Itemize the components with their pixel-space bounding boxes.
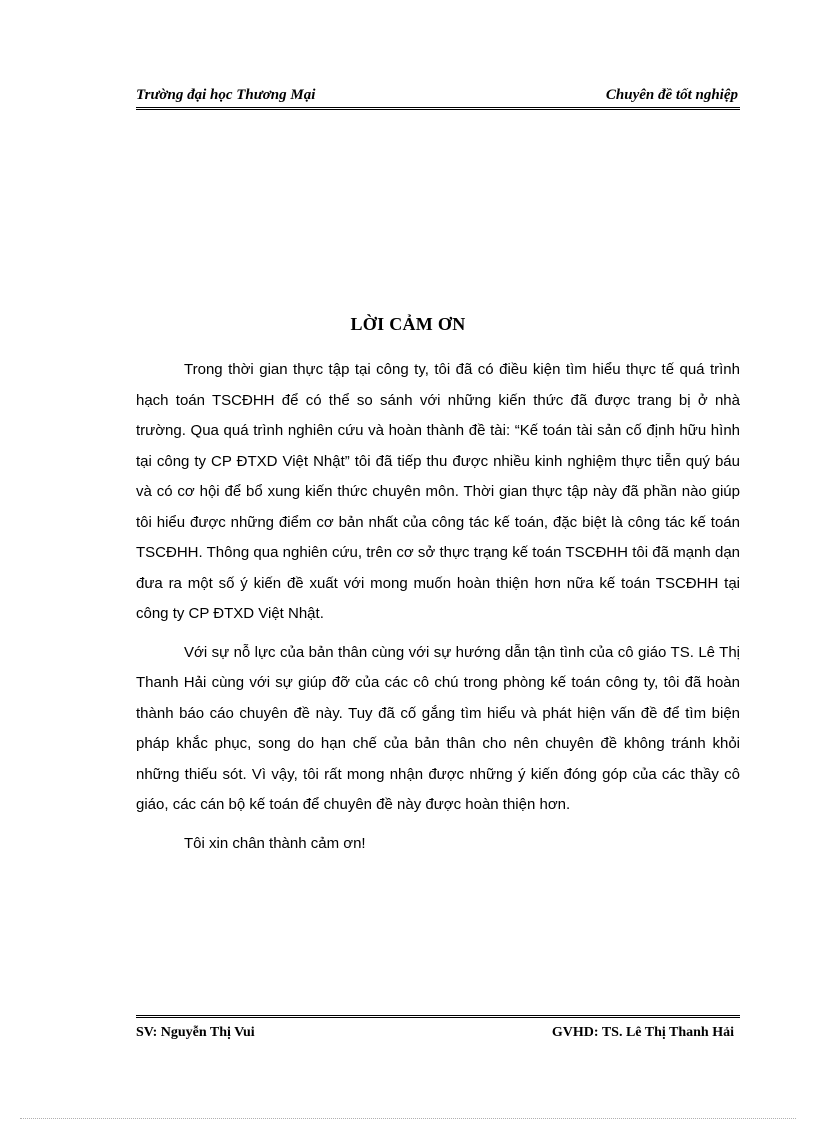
footer-supervisor: GVHD: TS. Lê Thị Thanh Hải xyxy=(551,1025,734,1040)
paragraph-1: Trong thời gian thực tập tại công ty, tôi đã có điều kiện tìm hiểu thực tế quá trình hạch toán TSCĐHH để có thể so sánh với những kiến thức đã được trang bị ở nhà trường. Qua quá trình nghiên cứu và hoàn thành đề tài: “Kế toán tài sản cố định hữu hình tại công ty CP ĐTXD Việt Nhật” tôi đã tiếp thu được nhiều kinh nghiệm thực tiễn quý báu và có cơ hội để bổ xung kiến thức chuyên môn. Thời gian thực tập này đã phần nào giúp tôi hiểu được những điểm cơ bản nhất của công tác kế toán, đặc biệt là công tác kế toán TSCĐHH. Thông qua nghiên cứu, trên cơ sở thực trạng kế toán TSCĐHH tôi đã mạnh dạn đưa ra một số ý kiến đề xuất với mong muốn hoàn thiện hơn nữa kế toán TSCĐHH tại công ty CP ĐTXD Việt Nhật. xyxy=(136,361,740,622)
document-body xyxy=(136,355,740,867)
page-title: LỜI CẢM ƠN xyxy=(350,314,466,334)
page-header xyxy=(136,85,740,110)
paragraph-3: Tôi xin chân thành cảm ơn! xyxy=(184,834,366,852)
header-report-type: Chuyên đề tốt nghiệp xyxy=(605,87,738,103)
footer-student: SV: Nguyễn Thị Vui xyxy=(136,1025,255,1040)
page-footer xyxy=(136,1015,740,1044)
paragraph-2: Với sự nỗ lực của bản thân cùng với sự hướng dẫn tận tình của cô giáo TS. Lê Thị Thanh Hải cùng với sự giúp đỡ của các cô chú trong phòng kế toán công ty, tôi đã hoàn thành báo cáo chuyên đề này. Tuy đã cố gắng tìm hiểu và phát hiện vấn đề để tìm biện pháp khắc phục, song do hạn chế của bản thân cho nên chuyên đề không tránh khỏi những thiếu sót. Vì vậy, tôi rất mong nhận được những ý kiến đóng góp của các thầy cô giáo, các cán bộ kế toán để chuyên đề này được hoàn thiện hơn. xyxy=(136,643,740,813)
page-bottom-divider xyxy=(20,1118,796,1119)
header-university: Trường đại học Thương Mại xyxy=(136,87,316,103)
